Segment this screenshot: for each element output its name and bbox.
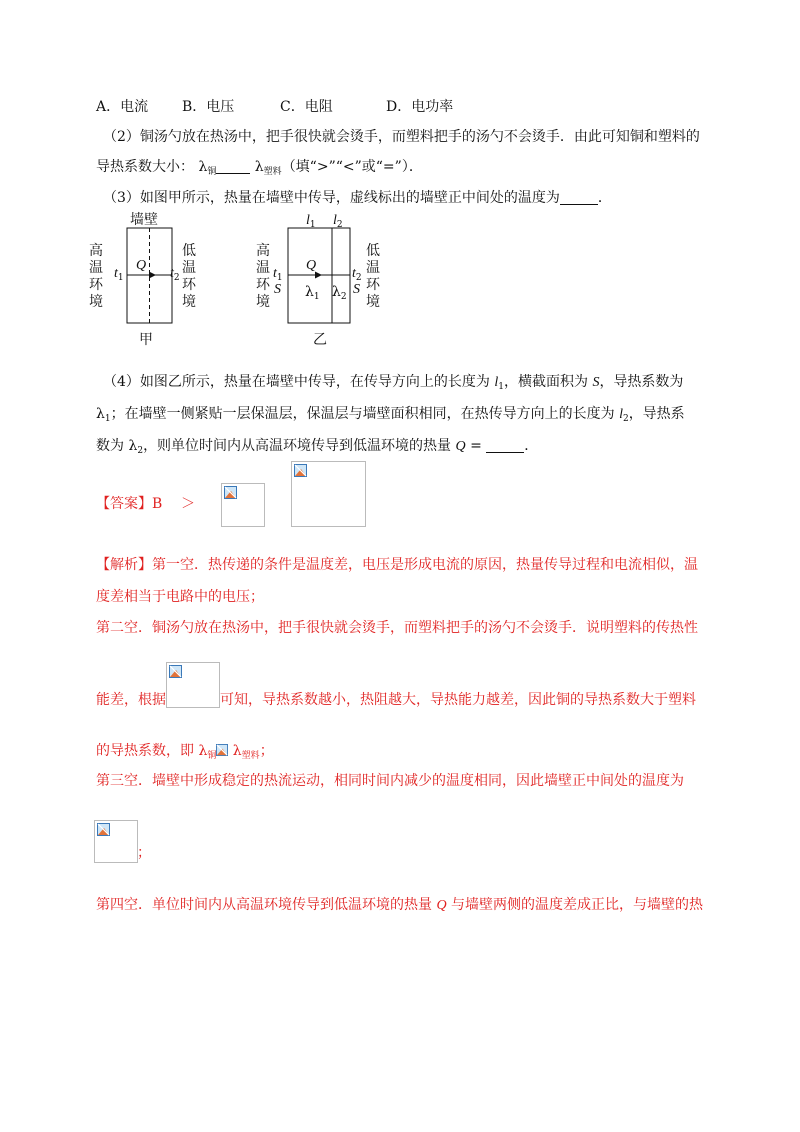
formula-image	[166, 662, 220, 708]
t2-label: $t_2$	[352, 266, 362, 283]
analysis-p2a: 第二空．铜汤勺放在热汤中，把手很快就会烫手，而塑料把手的汤勺不会烫手．说明塑料的传热性	[96, 620, 698, 636]
char: 境	[256, 294, 270, 310]
char: 境	[366, 294, 380, 310]
char: 低	[182, 243, 196, 259]
lambda2-label: $\lambda_2$	[332, 284, 347, 302]
broken-image-icon	[216, 744, 228, 756]
option-c: C．电阻	[280, 99, 333, 115]
q2-line1: （2）铜汤勺放在热汤中，把手很快就会烫手，而塑料把手的汤勺不会烫手．由此可知铜和塑料的	[103, 129, 700, 145]
lambda-plastic: $\lambda_{塑料}$	[254, 159, 282, 177]
answer-blank	[560, 190, 598, 205]
lambda1-label: $\lambda_1$	[305, 284, 320, 302]
answer-label: 【答案】	[96, 496, 152, 512]
answer-blank	[486, 438, 524, 453]
analysis-p2c: 的导热系数，即 $\lambda_铜$ $\lambda_{塑料}$；	[96, 743, 274, 761]
figure-yi-drawing	[285, 225, 355, 325]
answer-gt: ＞	[181, 496, 195, 512]
analysis-p3b-end: ；	[137, 845, 151, 861]
char: 温	[366, 260, 380, 276]
lambda-copper: $\lambda_铜$	[198, 159, 217, 177]
analysis-p3a: 第三空．墙壁中形成稳定的热流运动，相同时间内减少的温度相同，因此墙壁正中间处的温度为	[96, 773, 684, 789]
broken-image-icon	[294, 464, 307, 477]
t1-label: $t_1$	[273, 266, 283, 283]
char: 低	[366, 243, 380, 259]
q3-text: （3）如图甲所示，热量在墙壁中传导，虚线标出的墙壁正中间处的温度为 ．	[103, 190, 612, 206]
inline-image	[216, 744, 228, 756]
heat-flow-arrow	[149, 272, 156, 279]
char: 温	[89, 260, 103, 276]
char: 环	[89, 277, 103, 293]
s-right-label: S	[353, 282, 360, 297]
char: 温	[256, 260, 270, 276]
analysis-p1b: 度差相当于电路中的电压；	[96, 589, 264, 605]
option-b: B．电压	[182, 99, 235, 115]
option-a: A．电流	[96, 99, 149, 115]
q4-line1: （4）如图乙所示，热量在墙壁中传导，在传导方向上的长度为 $l_1$，横截面积为 S，导热系数为	[103, 374, 684, 392]
answer-blank	[216, 159, 250, 174]
q4-line3: 数为 $\lambda_2$，则单位时间内从高温环境传导到低温环境的热量 Q = ．	[96, 438, 539, 456]
char: 温	[182, 260, 196, 276]
figure-caption: 甲	[139, 332, 153, 348]
analysis-label: 【解析】	[96, 557, 152, 573]
char: 高	[256, 243, 270, 259]
answer-value: B	[152, 496, 163, 512]
broken-image-icon	[97, 823, 110, 836]
char: 环	[366, 277, 380, 293]
char: 境	[182, 294, 196, 310]
broken-image-icon	[224, 486, 237, 499]
char: 境	[89, 294, 103, 310]
answer-image-1	[221, 483, 265, 527]
t1-label: $t_1$	[114, 266, 124, 283]
l2-label: $l_2$	[333, 213, 343, 230]
analysis-p2b-post: 可知，导热系数越小，热阻越大，导热能力越差，因此铜的导热系数大于塑料	[220, 692, 696, 708]
analysis-p2b-pre: 能差，根据	[96, 692, 166, 708]
char: 高	[89, 243, 103, 259]
analysis-p4a: 第四空．单位时间内从高温环境传导到低温环境的热量 Q 与墙壁两侧的温度差成正比，与墙壁的热	[96, 897, 704, 913]
q2-line2-pre: 导热系数大小：	[96, 159, 194, 175]
char: 环	[182, 277, 196, 293]
q-label: Q	[136, 258, 147, 273]
answer-line	[96, 494, 162, 514]
char: 环	[256, 277, 270, 293]
q2-line2-post: （填“>”“<”或“=”）．	[281, 159, 423, 175]
q1-options	[96, 97, 453, 117]
option-d: D．电功率	[386, 99, 454, 115]
wall-label: 墙壁	[130, 212, 158, 228]
q-label: Q	[306, 258, 317, 273]
t2-label: $t_2$	[170, 266, 180, 283]
q2-line2	[96, 157, 423, 182]
analysis-p1a: 【解析】第一空．热传递的条件是温度差，电压是形成电流的原因，热量传导过程和电流相似，温	[96, 557, 698, 573]
figure-caption: 乙	[313, 332, 327, 348]
temperature-formula-image	[94, 820, 138, 863]
answer-image-2	[291, 461, 366, 527]
q4-line2: $\lambda_1$；在墙壁一侧紧贴一层保温层，保温层与墙壁面积相同，在热传导方向上的长度为 $l_2$，导热系	[96, 406, 685, 424]
broken-image-icon	[169, 665, 182, 678]
s-left-label: S	[274, 282, 281, 297]
l1-label: $l_1$	[306, 213, 316, 230]
